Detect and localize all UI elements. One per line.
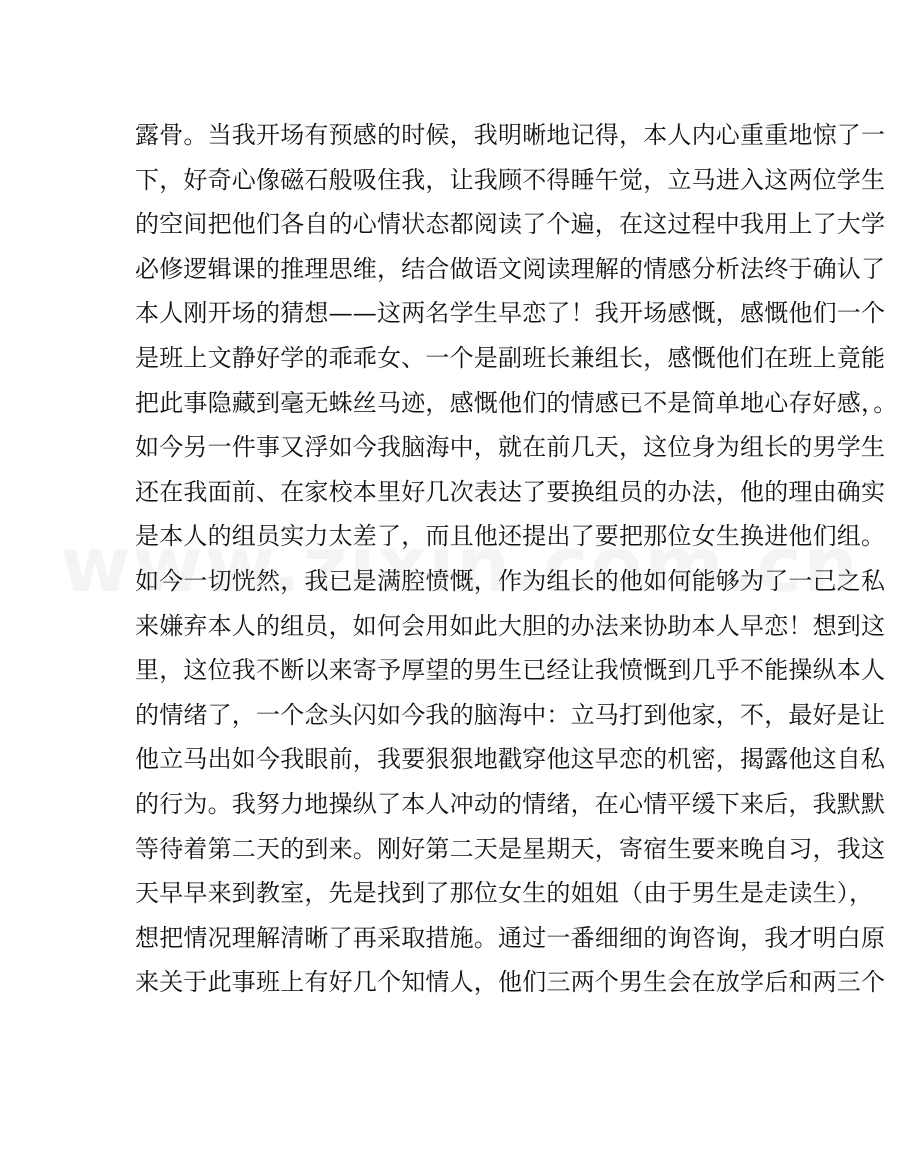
text-line: 的空间把他们各自的心情状态都阅读了个遍，在这过程中我用上了大学	[135, 210, 886, 239]
text-line: 露骨。当我开场有预感的时候，我明晰地记得，本人内心重重地惊了一	[135, 121, 886, 149]
text-line: 他立马出如今我眼前，我要狠狠地戳穿他这早恋的机密，揭露他这自私	[135, 745, 886, 774]
text-line: 天早早来到教室，先是找到了那位女生的姐姐（由于男生是走读生），	[135, 879, 874, 908]
text-line: 想把情况理解清晰了再采取措施。通过一番细细的询咨询，我才明白原	[135, 923, 886, 952]
text-line: 里，这位我不断以来寄予厚望的男生已经让我愤慨到几乎不能操纵本人	[135, 656, 886, 685]
text-line: 是班上文静好学的乖乖女、一个是副班长兼组长，感慨他们在班上竟能	[135, 343, 886, 372]
text-line: 来关于此事班上有好几个知情人，他们三两个男生会在放学后和两三个	[135, 968, 886, 997]
text-line: 的情绪了，一个念头闪如今我的脑海中：立马打到他家，不，最好是让	[135, 700, 886, 729]
text-line: 必修逻辑课的推理思维，结合做语文阅读理解的情感分析法终于确认了	[135, 254, 886, 283]
body-text	[135, 113, 898, 1005]
text-line: 还在我面前、在家校本里好几次表达了要换组员的办法，他的理由确实	[135, 477, 886, 506]
text-line: 如今一切恍然，我已是满腔愤慨，作为组长的他如何能够为了一己之私	[135, 566, 886, 595]
text-line: 本人刚开场的猜想——这两名学生早恋了！我开场感慨，感慨他们一个	[135, 299, 886, 328]
text-line: 来嫌弃本人的组员，如何会用如此大胆的办法来协助本人早恋！想到这	[135, 611, 886, 640]
text-line: 是本人的组员实力太差了，而且他还提出了要把那位女生换进他们组。	[135, 522, 886, 551]
text-line: 如今另一件事又浮如今我脑海中，就在前几天，这位身为组长的男学生	[135, 433, 886, 462]
text-line: 的行为。我努力地操纵了本人冲动的情绪，在心情平缓下来后，我默默	[135, 789, 886, 818]
text-line: 把此事隐藏到毫无蛛丝马迹，感慨他们的情感已不是简单地心存好感，。	[135, 388, 898, 417]
text-line: 等待着第二天的到来。刚好第二天是星期天，寄宿生要来晚自习，我这	[135, 834, 886, 863]
text-line: 下，好奇心像磁石般吸住我，让我顾不得睡午觉，立马进入这两位学生	[135, 165, 886, 194]
